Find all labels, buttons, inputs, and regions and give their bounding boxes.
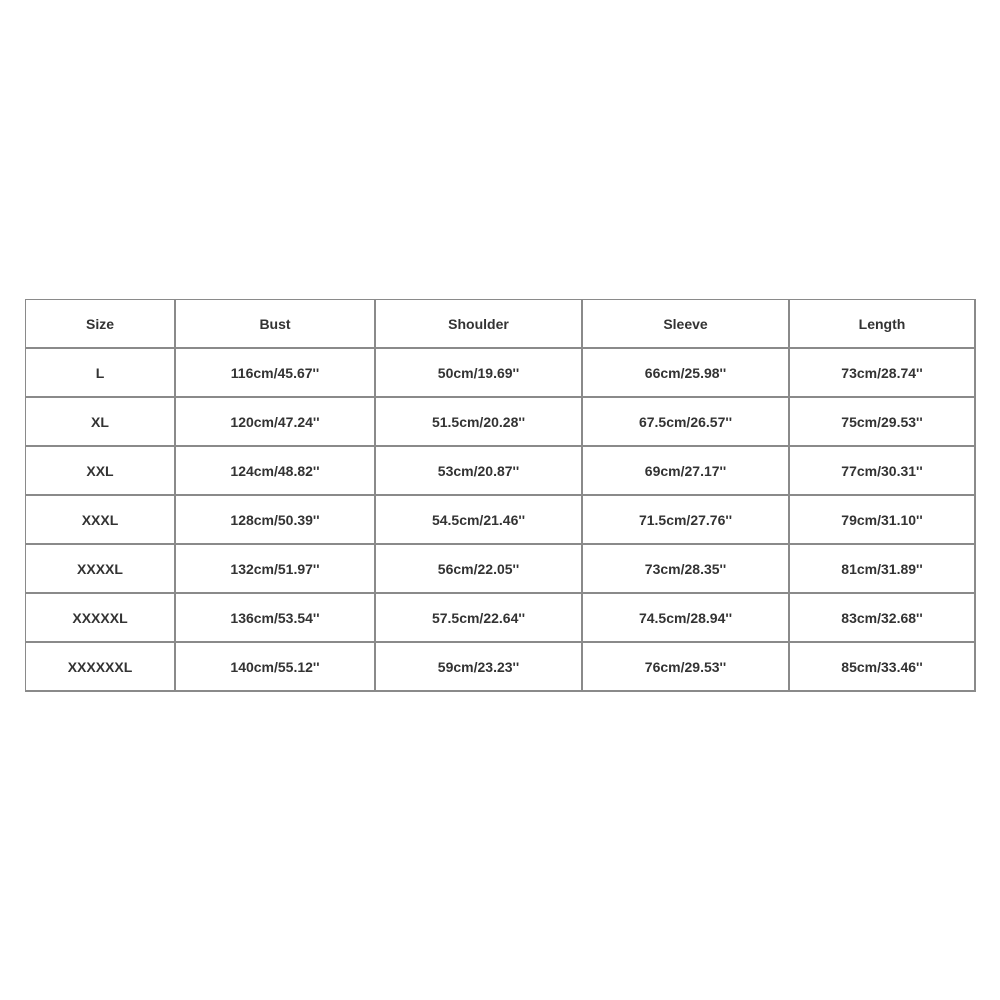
- cell-length: 85cm/33.46'': [790, 643, 976, 692]
- header-length: Length: [790, 300, 976, 349]
- size-chart-table: [25, 299, 976, 692]
- cell-sleeve: 69cm/27.17'': [583, 447, 790, 496]
- cell-size: XXXXXXL: [26, 643, 176, 692]
- cell-sleeve: 74.5cm/28.94'': [583, 594, 790, 643]
- table-row: [26, 594, 976, 643]
- header-bust: Bust: [176, 300, 376, 349]
- table-row: [26, 447, 976, 496]
- cell-size: XXXXXL: [26, 594, 176, 643]
- cell-sleeve: 71.5cm/27.76'': [583, 496, 790, 545]
- cell-shoulder: 56cm/22.05'': [376, 545, 583, 594]
- table-row: [26, 496, 976, 545]
- header-row: [26, 300, 976, 349]
- cell-shoulder: 54.5cm/21.46'': [376, 496, 583, 545]
- header-shoulder: Shoulder: [376, 300, 583, 349]
- cell-size: L: [26, 349, 176, 398]
- cell-bust: 132cm/51.97'': [176, 545, 376, 594]
- cell-size: XXL: [26, 447, 176, 496]
- cell-shoulder: 53cm/20.87'': [376, 447, 583, 496]
- cell-length: 79cm/31.10'': [790, 496, 976, 545]
- cell-bust: 128cm/50.39'': [176, 496, 376, 545]
- cell-sleeve: 76cm/29.53'': [583, 643, 790, 692]
- cell-shoulder: 50cm/19.69'': [376, 349, 583, 398]
- cell-shoulder: 59cm/23.23'': [376, 643, 583, 692]
- cell-shoulder: 51.5cm/20.28'': [376, 398, 583, 447]
- header-sleeve: Sleeve: [583, 300, 790, 349]
- table-row: [26, 398, 976, 447]
- cell-size: XXXXL: [26, 545, 176, 594]
- cell-bust: 140cm/55.12'': [176, 643, 376, 692]
- header-size: Size: [26, 300, 176, 349]
- cell-length: 83cm/32.68'': [790, 594, 976, 643]
- cell-bust: 124cm/48.82'': [176, 447, 376, 496]
- cell-length: 75cm/29.53'': [790, 398, 976, 447]
- cell-sleeve: 67.5cm/26.57'': [583, 398, 790, 447]
- cell-length: 77cm/30.31'': [790, 447, 976, 496]
- cell-sleeve: 73cm/28.35'': [583, 545, 790, 594]
- cell-length: 81cm/31.89'': [790, 545, 976, 594]
- cell-size: XXXL: [26, 496, 176, 545]
- table-row: [26, 545, 976, 594]
- cell-length: 73cm/28.74'': [790, 349, 976, 398]
- cell-bust: 116cm/45.67'': [176, 349, 376, 398]
- cell-bust: 120cm/47.24'': [176, 398, 376, 447]
- cell-sleeve: 66cm/25.98'': [583, 349, 790, 398]
- cell-shoulder: 57.5cm/22.64'': [376, 594, 583, 643]
- table-row: [26, 643, 976, 692]
- cell-bust: 136cm/53.54'': [176, 594, 376, 643]
- table-row: [26, 349, 976, 398]
- cell-size: XL: [26, 398, 176, 447]
